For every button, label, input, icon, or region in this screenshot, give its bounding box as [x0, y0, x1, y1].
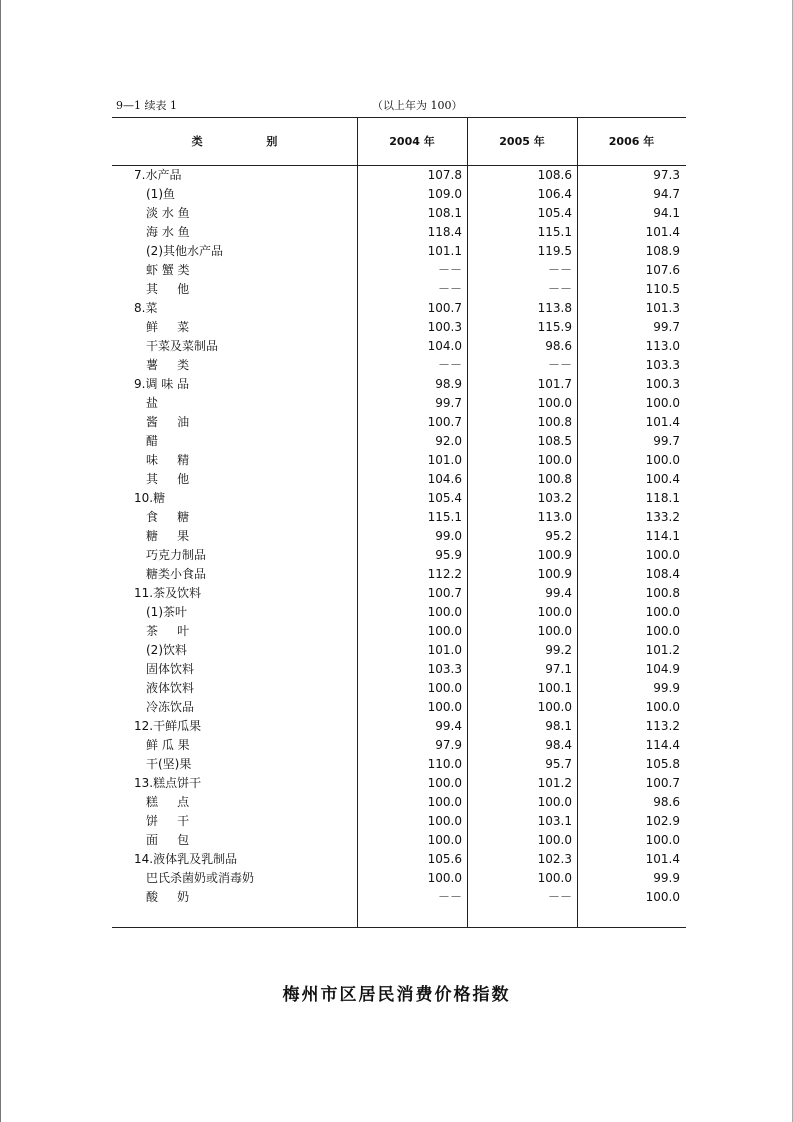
row-label: (1)鱼	[146, 187, 175, 201]
row-label: 冷冻饮品	[146, 700, 195, 714]
row-value-v1: 100.0	[427, 624, 462, 638]
row-label: (2)其他水产品	[146, 244, 223, 258]
row-value-v2: 97.1	[545, 662, 572, 676]
row-value-v2: 100.0	[537, 871, 572, 885]
row-label: 其 他	[146, 282, 190, 296]
row-label: 茶 叶	[146, 624, 190, 638]
row-label: 盐	[146, 396, 159, 410]
row-label: 醋	[146, 434, 159, 448]
row-value-v2: 98.6	[545, 339, 572, 353]
row-value-v1: 104.0	[427, 339, 462, 353]
row-value-v1: 105.6	[427, 852, 462, 866]
row-value-v1: 108.1	[427, 206, 462, 220]
header-category: 类 别	[191, 135, 308, 148]
row-value-v3: 113.0	[645, 339, 680, 353]
row-value-v3: 114.4	[645, 738, 680, 752]
row-label: 9.调 味 品	[134, 377, 190, 391]
row-value-v1: 107.8	[427, 168, 462, 182]
row-value-v3: 103.3	[645, 358, 680, 372]
row-label: 味 精	[146, 453, 190, 467]
table-row	[112, 812, 686, 831]
row-value-v2: 101.2	[537, 776, 572, 790]
row-value-v1: 112.2	[427, 567, 462, 581]
row-value-v3: 100.0	[645, 833, 680, 847]
row-label: 糕 点	[146, 795, 190, 809]
row-value-v1: 100.0	[427, 700, 462, 714]
row-label: 固体饮料	[146, 662, 195, 676]
row-value-v1: －－	[437, 890, 462, 904]
row-value-v3: 94.1	[653, 206, 680, 220]
row-value-v1: 100.0	[427, 833, 462, 847]
row-value-v3: 100.0	[645, 624, 680, 638]
row-value-v2: 105.4	[537, 206, 572, 220]
row-value-v2: 99.2	[545, 643, 572, 657]
row-label: 淡 水 鱼	[146, 206, 190, 220]
row-value-v1: 118.4	[427, 225, 462, 239]
row-value-v3: 101.3	[645, 301, 680, 315]
row-label: 鲜 瓜 果	[146, 738, 190, 752]
row-value-v1: 100.0	[427, 681, 462, 695]
row-value-v2: 101.7	[537, 377, 572, 391]
row-value-v3: 100.0	[645, 548, 680, 562]
row-value-v2: 95.7	[545, 757, 572, 771]
table-row	[112, 337, 686, 356]
row-value-v2: －－	[547, 890, 572, 904]
row-label: 12.干鲜瓜果	[134, 719, 202, 733]
page-left-edge	[0, 0, 1, 1122]
row-label: 糖 果	[146, 529, 190, 543]
header-year-3: 2006 年	[608, 135, 655, 148]
row-value-v2: －－	[547, 358, 572, 372]
row-value-v1: －－	[437, 282, 462, 296]
row-label: 8.菜	[134, 301, 158, 315]
table-row	[112, 888, 686, 907]
row-value-v2: 102.3	[537, 852, 572, 866]
row-value-v2: －－	[547, 282, 572, 296]
base-note: （以上年为 100）	[372, 99, 463, 112]
row-label: 海 水 鱼	[146, 225, 190, 239]
row-value-v2: －－	[547, 263, 572, 277]
table-row	[112, 603, 686, 622]
row-label: 食 糖	[146, 510, 190, 524]
table-row	[112, 679, 686, 698]
row-value-v3: 100.0	[645, 396, 680, 410]
table-row	[112, 356, 686, 375]
row-value-v2: 100.0	[537, 453, 572, 467]
table-row	[112, 527, 686, 546]
row-value-v3: 99.9	[653, 871, 680, 885]
row-label: 饼 干	[146, 814, 190, 828]
row-value-v3: 102.9	[645, 814, 680, 828]
row-value-v3: 99.9	[653, 681, 680, 695]
row-value-v3: 100.0	[645, 700, 680, 714]
row-value-v1: 98.9	[435, 377, 462, 391]
row-label: 10.糖	[134, 491, 166, 505]
row-value-v2: 100.0	[537, 396, 572, 410]
row-value-v1: 101.0	[427, 643, 462, 657]
row-value-v1: 100.3	[427, 320, 462, 334]
row-label: 酸 奶	[146, 890, 190, 904]
row-label: 巧克力制品	[146, 548, 207, 562]
row-value-v3: 94.7	[653, 187, 680, 201]
row-value-v1: －－	[437, 358, 462, 372]
row-value-v1: 100.0	[427, 871, 462, 885]
row-label: 薯 类	[146, 358, 190, 372]
row-value-v1: 99.7	[435, 396, 462, 410]
row-value-v3: 114.1	[645, 529, 680, 543]
row-value-v2: 99.4	[545, 586, 572, 600]
row-value-v1: 115.1	[427, 510, 462, 524]
row-value-v2: 100.9	[537, 567, 572, 581]
row-value-v3: 107.6	[645, 263, 680, 277]
row-label: 14.液体乳及乳制品	[134, 852, 238, 866]
row-value-v1: 99.4	[435, 719, 462, 733]
table-row	[112, 261, 686, 280]
row-value-v3: 100.0	[645, 453, 680, 467]
row-value-v1: 100.7	[427, 301, 462, 315]
table-row	[112, 299, 686, 318]
row-label: 糖类小食品	[146, 567, 207, 581]
row-value-v3: 99.7	[653, 320, 680, 334]
table-row	[112, 451, 686, 470]
table-row	[112, 850, 686, 869]
row-label: 酱 油	[146, 415, 190, 429]
table-row	[112, 280, 686, 299]
row-value-v3: 100.3	[645, 377, 680, 391]
row-value-v2: 108.5	[537, 434, 572, 448]
row-value-v2: 100.1	[537, 681, 572, 695]
header-year-2: 2005 年	[499, 135, 545, 148]
row-label: 干菜及菜制品	[146, 339, 219, 353]
row-value-v2: 100.8	[537, 472, 572, 486]
table-row	[112, 546, 686, 565]
table-row	[112, 413, 686, 432]
row-value-v1: 101.1	[427, 244, 462, 258]
row-value-v2: 106.4	[537, 187, 572, 201]
row-value-v3: 100.8	[645, 586, 680, 600]
row-value-v1: 103.3	[427, 662, 462, 676]
table-row	[112, 242, 686, 261]
row-value-v2: 100.0	[537, 624, 572, 638]
table-row	[112, 584, 686, 603]
row-label: 其 他	[146, 472, 190, 486]
row-value-v3: 98.6	[653, 795, 680, 809]
row-label: 巴氏杀菌奶或消毒奶	[146, 871, 255, 885]
row-value-v1: －－	[437, 263, 462, 277]
table-row	[112, 793, 686, 812]
row-label: 11.茶及饮料	[134, 586, 202, 600]
row-label: 干(坚)果	[146, 757, 192, 771]
table-row	[112, 755, 686, 774]
header-year-1: 2004 年	[389, 135, 435, 148]
row-value-v3: 97.3	[653, 168, 680, 182]
row-label: (1)茶叶	[146, 605, 187, 619]
page-heading: 梅州市区居民消费价格指数	[282, 985, 511, 1005]
table-row	[112, 698, 686, 717]
row-value-v2: 100.0	[537, 795, 572, 809]
row-value-v1: 110.0	[427, 757, 462, 771]
row-value-v3: 101.4	[645, 852, 680, 866]
row-value-v1: 105.4	[427, 491, 462, 505]
row-label: 虾 蟹 类	[146, 263, 190, 277]
row-value-v2: 103.1	[537, 814, 572, 828]
row-value-v1: 95.9	[435, 548, 462, 562]
row-value-v3: 104.9	[645, 662, 680, 676]
row-value-v1: 104.6	[427, 472, 462, 486]
row-value-v3: 101.4	[645, 415, 680, 429]
row-value-v2: 113.0	[537, 510, 572, 524]
row-label: 液体饮料	[146, 681, 195, 695]
row-value-v2: 100.0	[537, 605, 572, 619]
row-value-v3: 100.0	[645, 890, 680, 904]
table-row	[112, 565, 686, 584]
table-row	[112, 318, 686, 337]
table-row	[112, 489, 686, 508]
row-value-v3: 105.8	[645, 757, 680, 771]
row-value-v2: 103.2	[537, 491, 572, 505]
table-row	[112, 660, 686, 679]
row-value-v1: 100.7	[427, 586, 462, 600]
row-label: 面 包	[146, 833, 190, 847]
table-row	[112, 223, 686, 242]
row-value-v2: 115.9	[537, 320, 572, 334]
table-row	[112, 622, 686, 641]
table-row	[112, 204, 686, 223]
row-value-v3: 118.1	[645, 491, 680, 505]
row-value-v1: 100.7	[427, 415, 462, 429]
table-row	[112, 869, 686, 888]
row-value-v2: 98.1	[545, 719, 572, 733]
row-value-v1: 101.0	[427, 453, 462, 467]
row-value-v2: 100.8	[537, 415, 572, 429]
row-label: (2)饮料	[146, 643, 187, 657]
row-value-v1: 92.0	[435, 434, 462, 448]
row-value-v3: 99.7	[653, 434, 680, 448]
row-value-v2: 113.8	[537, 301, 572, 315]
row-value-v2: 115.1	[537, 225, 572, 239]
row-value-v2: 100.0	[537, 833, 572, 847]
row-value-v3: 101.4	[645, 225, 680, 239]
table-row	[112, 717, 686, 736]
table-row	[112, 432, 686, 451]
table-row	[112, 736, 686, 755]
row-value-v3: 108.9	[645, 244, 680, 258]
row-label: 7.水产品	[134, 168, 182, 182]
table-row	[112, 470, 686, 489]
row-value-v1: 100.0	[427, 795, 462, 809]
row-value-v3: 101.2	[645, 643, 680, 657]
table-row	[112, 166, 686, 185]
row-value-v3: 100.4	[645, 472, 680, 486]
table-row	[112, 831, 686, 850]
table-row	[112, 508, 686, 527]
table-row	[112, 375, 686, 394]
row-value-v1: 100.0	[427, 814, 462, 828]
table-row	[112, 185, 686, 204]
row-value-v1: 100.0	[427, 776, 462, 790]
table-code: 9—1 续表 1	[116, 99, 177, 112]
table-row	[112, 641, 686, 660]
row-value-v1: 97.9	[435, 738, 462, 752]
row-value-v1: 109.0	[427, 187, 462, 201]
row-label: 13.糕点饼干	[134, 776, 202, 790]
row-value-v2: 95.2	[545, 529, 572, 543]
table-row	[112, 774, 686, 793]
table-bottom-rule	[112, 927, 686, 928]
row-value-v1: 99.0	[435, 529, 462, 543]
row-value-v3: 100.7	[645, 776, 680, 790]
row-value-v3: 100.0	[645, 605, 680, 619]
row-value-v3: 110.5	[645, 282, 680, 296]
row-value-v1: 100.0	[427, 605, 462, 619]
row-value-v2: 108.6	[537, 168, 572, 182]
row-value-v3: 133.2	[645, 510, 680, 524]
row-label: 鲜 菜	[146, 320, 190, 334]
row-value-v2: 100.0	[537, 700, 572, 714]
table-row	[112, 394, 686, 413]
row-value-v2: 119.5	[537, 244, 572, 258]
row-value-v2: 100.9	[537, 548, 572, 562]
row-value-v3: 113.2	[645, 719, 680, 733]
row-value-v3: 108.4	[645, 567, 680, 581]
row-value-v2: 98.4	[545, 738, 572, 752]
